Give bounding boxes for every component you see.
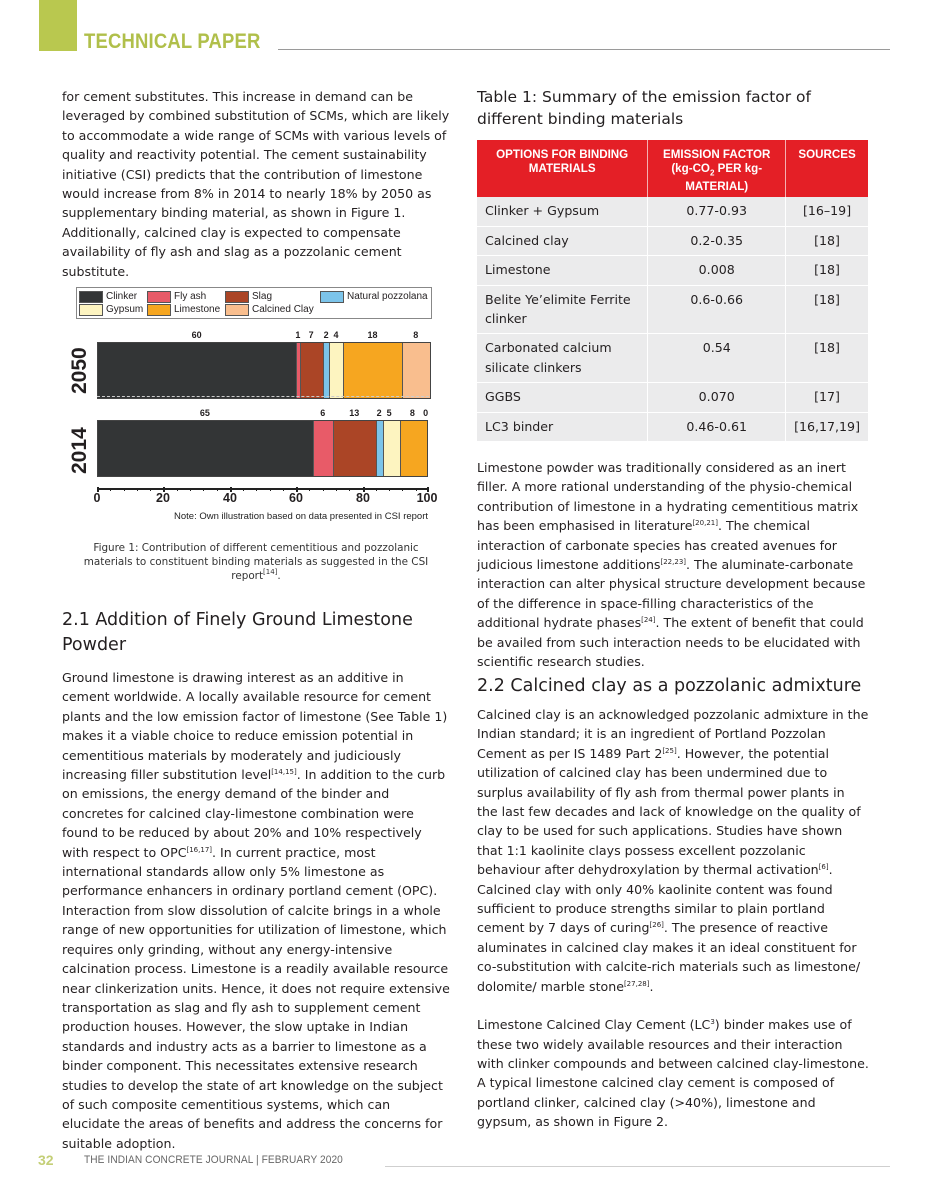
intro-text: for cement substitutes. This increase in demand can be leveraged by combined substitution of SCMs, which are likely to accommodate a wide range of SCMs with various levels of quality and reactivity potential. The cement sustainability initiative (CSI) predicts that the contribution of limestone would increase from 8% in 2014 to nearly 18% by 2050 as supplementary binding material, as shown in Figure 1. Additionally, calcined clay is expected to compensate availability of fly ash and slag as a pozzolanic cement substitute. (62, 89, 450, 279)
header-accent-bar (39, 0, 77, 51)
legend-item-clinker: Clinker (79, 290, 137, 303)
section-2-2 (477, 674, 869, 1132)
segment-gypsum (330, 343, 343, 398)
emission-factor-table (477, 140, 868, 442)
row-separator (97, 396, 429, 397)
table-row: LC3 binder 0.46-0.61 [16,17,19] (477, 412, 868, 441)
segment-limestone (401, 421, 427, 476)
section-label: TECHNICAL PAPER (84, 30, 261, 53)
segment-natural-pozzolana (324, 343, 331, 398)
x-tick-label: 100 (416, 491, 438, 505)
legend-swatch (320, 291, 344, 303)
table-row: Clinker + Gypsum 0.77-0.93 [16–19] (477, 197, 868, 226)
table-1-block (477, 86, 869, 442)
intro-paragraph (62, 87, 452, 281)
legend-swatch (147, 304, 171, 316)
col-header-material: OPTIONS FOR BINDING MATERIALS (477, 140, 648, 197)
x-tick-label: 60 (289, 491, 303, 505)
legend-item-natural-pozzolana: Natural pozzolana (320, 290, 428, 303)
lc3-paragraph: Limestone Calcined Clay Cement $(LC^3)$ binder makes use of these two widely available resources and their interaction with clinker compounds and between calcined clay-limestone. A typical limestone calcined clay cement is composed of portland clinker, calcined clay (>40%), limestone and gypsum, as shown in Figure 2. (477, 1017, 869, 1130)
chart-note: Note: Own illustration based on data presented in CSI report (174, 511, 429, 522)
journal-name: THE INDIAN CONCRETE JOURNAL | FEBRUARY 2020 (84, 1154, 343, 1166)
segment-slag (301, 343, 324, 398)
legend-swatch (225, 291, 249, 303)
section-2-1 (62, 608, 452, 1153)
segment-gypsum (384, 421, 401, 476)
x-axis (97, 488, 429, 498)
value-labels-2050: 60 1 7 2 4 18 8 (191, 330, 419, 340)
segment-limestone (344, 343, 404, 398)
segment-clinker (98, 421, 314, 476)
section-2-2-body: Calcined clay is an acknowledged pozzolanic admixture in the Indian standard; it is an ingredient of Portland Pozzolan Cement as per IS 1489 Part 2[25]. However, the potential utilization of calcined clay has been undermined due to surplus availability of fly ash from thermal power plants in the last few decades and lack of knowledge on the quality of clay to be used for such applications. Studies have shown that 1:1 kaolinite clays possess excellent pozzolanic behaviour after dehydroxylation by thermal activation[6]. Calcined clay with only 40% kaolinite content was found sufficient to produce strengths similar to plain portland cement by 7 days of curing[26]. The presence of reactive aluminates in calcined clay makes it an ideal constituent for co-substitution with calcite-rich materials such as limestone/ dolomite/ marble stone[27,28]. (477, 707, 869, 994)
segment-natural-pozzolana (377, 421, 384, 476)
table-header-row (477, 140, 868, 197)
legend-item-limestone: Limestone (147, 303, 220, 316)
year-label-2014: 2014 (68, 427, 91, 474)
table-row: Belite Ye’elimite Ferrite clinker 0.6-0.66 [18] (477, 285, 868, 334)
section-heading-2-2: 2.2 Calcined clay as a pozzolanic admixture (477, 676, 862, 696)
table-row: Calcined clay 0.2-0.35 [18] (477, 226, 868, 255)
table-row: GGBS 0.070 [17] (477, 383, 868, 412)
legend-item-calcined-clay: Calcined Clay (225, 303, 314, 316)
bar-2014 (97, 420, 428, 477)
value-labels-2014: 65 6 13 2 5 8 0 (199, 408, 429, 418)
segment-slag (334, 421, 377, 476)
footer-divider (385, 1166, 890, 1167)
year-label-2050: 2050 (68, 347, 91, 394)
col-header-sources: SOURCES (786, 140, 868, 197)
section-heading-2-1: 2.1 Addition of Finely Ground Limestone Powder (62, 610, 413, 655)
segment-calcined-clay (403, 343, 430, 398)
table-row: Limestone 0.008 [18] (477, 256, 868, 285)
segment-clinker (98, 343, 297, 398)
bar-2050 (97, 342, 431, 399)
table-title: Table 1: Summary of the emission factor of different binding materials (477, 88, 811, 128)
x-tick-label: 80 (356, 491, 370, 505)
legend-swatch (79, 291, 103, 303)
figure-1-caption: Figure 1: Contribution of different cementitious and pozzolanic materials to constituent binding materials as suggested in the CSI report[14]. (83, 542, 429, 582)
header-divider (278, 49, 890, 50)
legend-item-slag: Slag (225, 290, 272, 303)
limestone-paragraph: Limestone powder was traditionally considered as an inert filler. A more rational understanding of the physio-chemical contribution of limestone in a hydrating cementitious matrix has been emphasised in literature[20,21]. The chemical interaction of carbonate species has created avenues for judicious limestone additions[22,23]. The aluminate-carbonate interaction can alter physical structure development because of the difference in space-filling characteristics of the additional hydrate phases[24]. The extent of benefit that could be availed from such interaction needs to be elucidated with scientific research studies. (477, 460, 866, 670)
legend-swatch (225, 304, 249, 316)
x-tick-label: 40 (223, 491, 237, 505)
section-2-1-body: Ground limestone is drawing interest as an additive in cement worldwide. A locally available resource for cement plants and the low emission factor of limestone (See Table 1) makes it a viable choice to reduce emission potential in cementitious materials by moderately and judiciously increasing filler substitution level[14,15]. In addition to the curb on emissions, the energy demand of the binder and concretes for calcined clay-limestone combination were found to be reduced by about 20% and 10% respectively with respect to OPC[16,17]. In current practice, most international standards allow only 5% limestone as performance enhancers in ordinary portland cement (OPC). Interaction from slow dissolution of calcite brings in a whole range of new opportunities for utilization of limestone, which requires only grinding, without any energy-intensive calcination process. Limestone is a readily available resource near clinkerization units. Hence, it does not require extensive transportation as slag and fly ash to supplement cement production houses. However, the slow uptake in Indian standards and industry acts as a barrier to limestone as a binder component. This necessitates extensive research studies to develop the state of art knowledge on the subject of such composite cementitious systems, which can elucidate the areas of benefits and address the concerns for suitable adoption. (62, 670, 450, 1151)
x-tick-label: 20 (156, 491, 170, 505)
chart-legend (76, 287, 432, 319)
page-number: 32 (38, 1152, 54, 1168)
legend-item-fly-ash: Fly ash (147, 290, 206, 303)
col-header-emission-factor: EMISSION FACTOR ($kg-CO_2$ PER kg-MATERIAL) (648, 140, 786, 197)
segment-fly-ash (314, 421, 334, 476)
table-row: Carbonated calcium silicate clinkers 0.54 [18] (477, 334, 868, 383)
x-tick-label: 0 (93, 491, 101, 505)
legend-swatch (79, 304, 103, 316)
legend-swatch (147, 291, 171, 303)
legend-item-gypsum: Gypsum (79, 303, 143, 316)
